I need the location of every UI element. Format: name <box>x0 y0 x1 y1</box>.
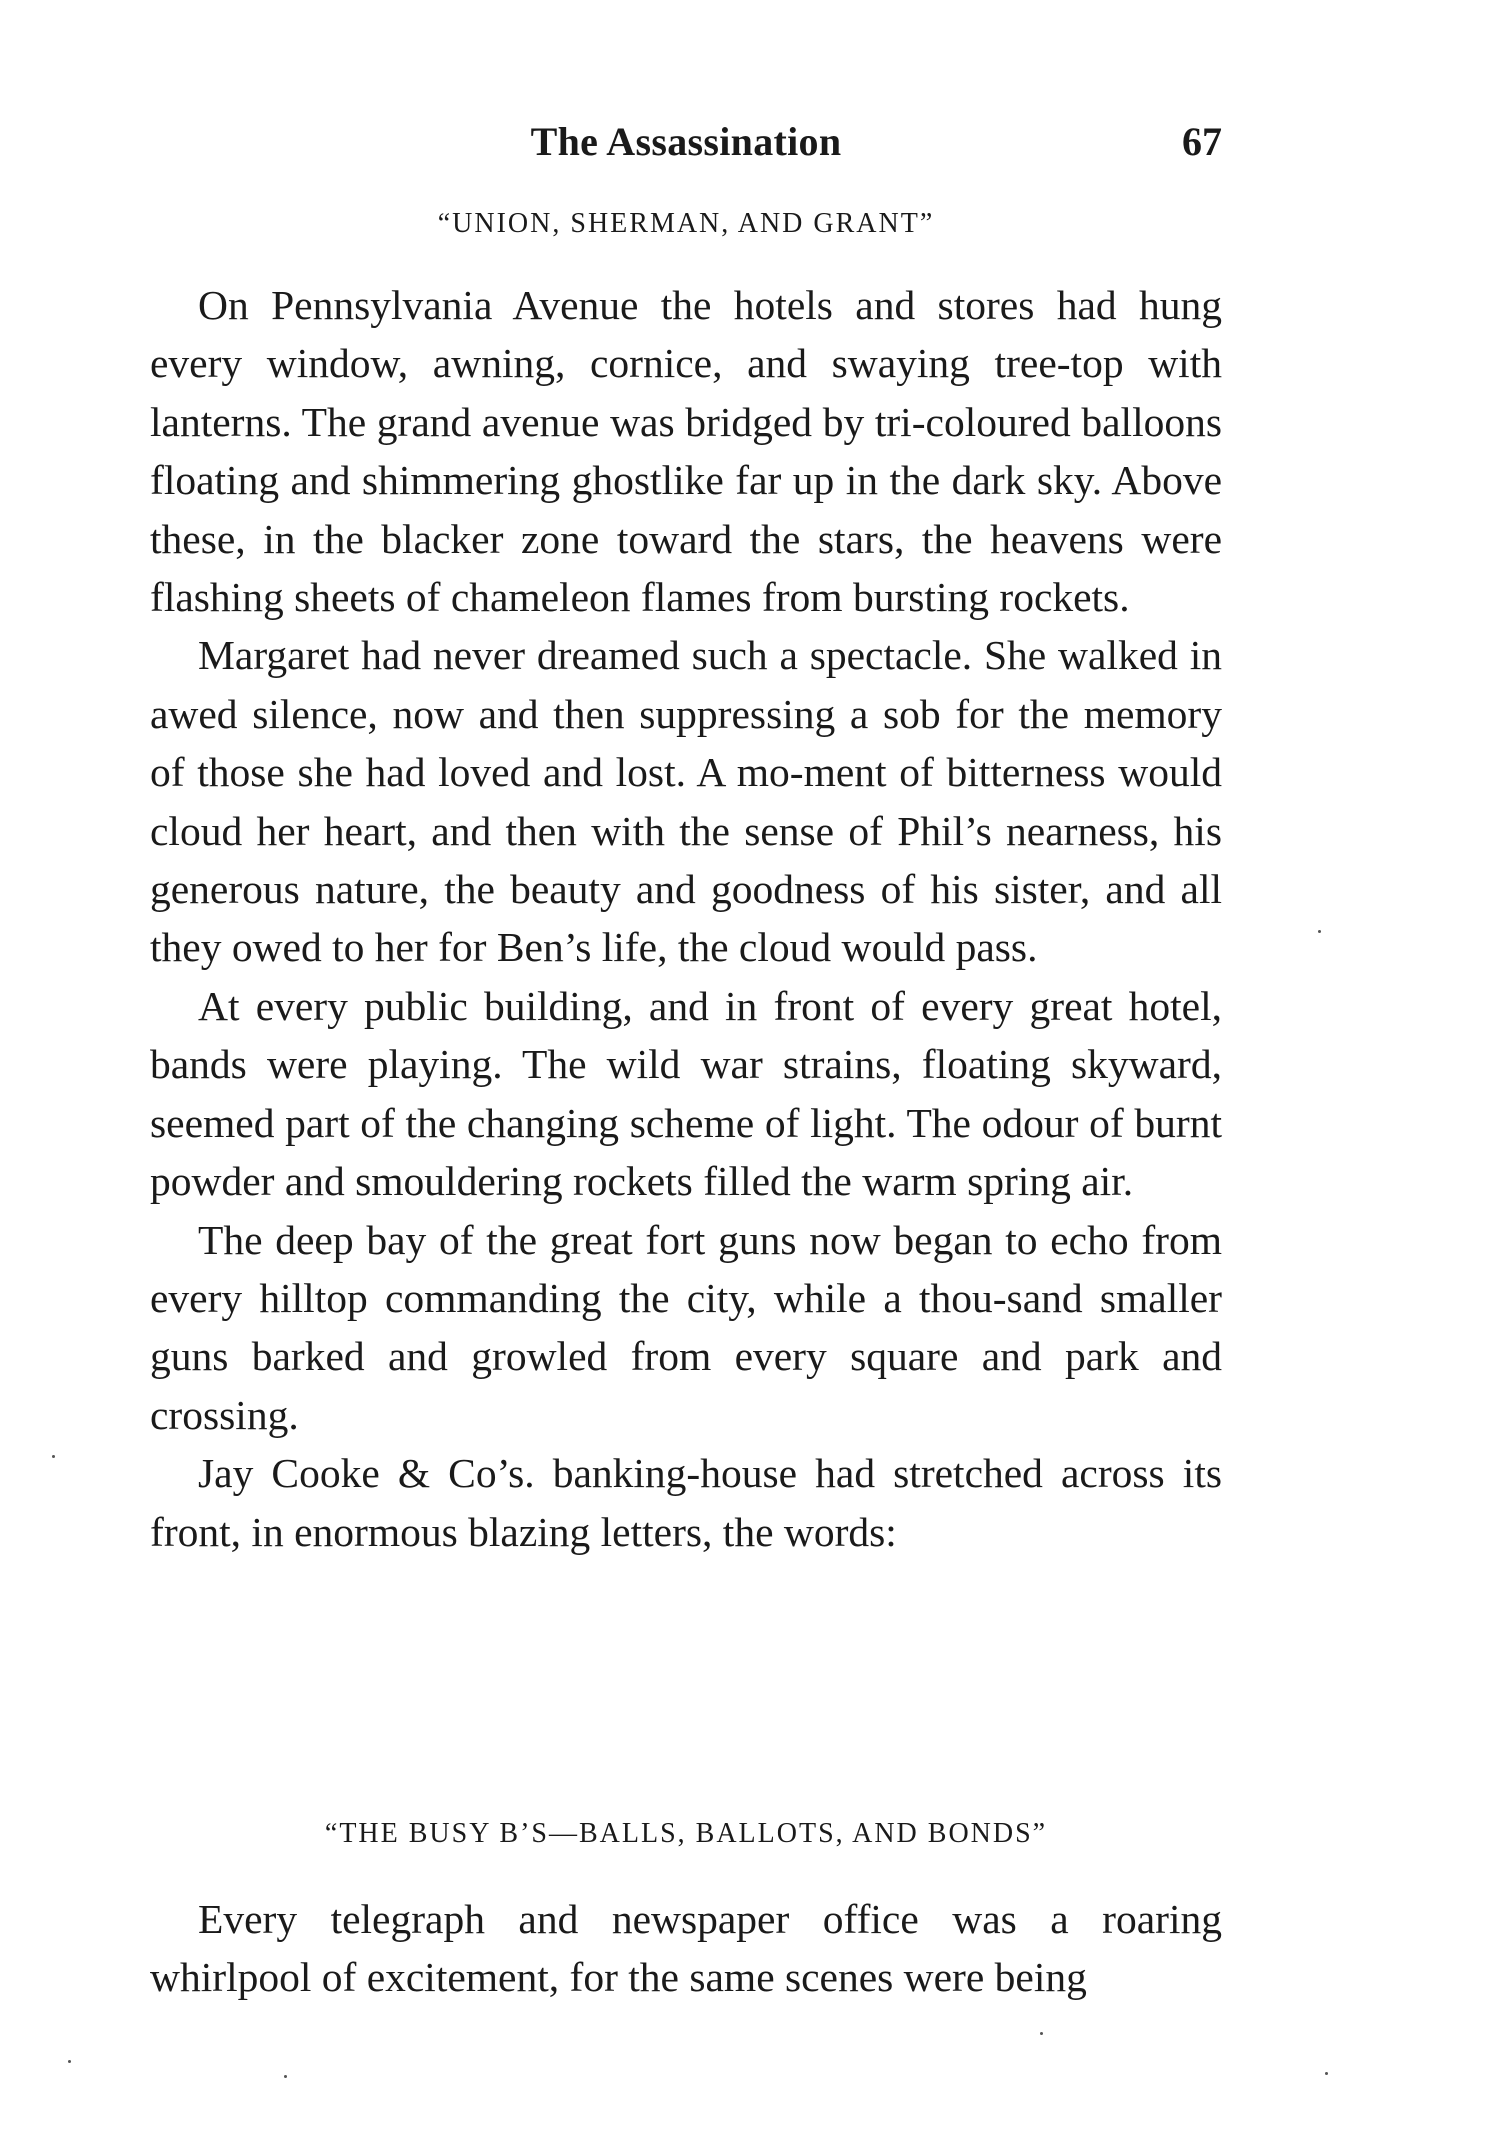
paper-speck <box>1040 2032 1043 2035</box>
slogan-union-sherman-grant: “UNION, SHERMAN, AND GRANT” <box>437 208 935 239</box>
paragraph-public-buildings: At every public building, and in front of every great hotel, bands were playing. The wild war strains, floating skyward, seemed part of the changing scheme of light. The odour of burnt powder and smouldering rockets filled the warm spring air. <box>150 982 1222 1205</box>
paper-speck <box>52 1455 55 1458</box>
running-head <box>150 118 1222 178</box>
text-block-lower <box>150 1890 1222 2007</box>
paper-speck <box>284 2075 287 2078</box>
paper-speck <box>1318 930 1321 933</box>
page-number: 67 <box>1182 119 1222 164</box>
paragraph-fort-guns: The deep bay of the great fort guns now began to echo from every hilltop commanding the city, while a thou-sand smaller guns barked and growled from every square and park and crossing. <box>150 1216 1222 1438</box>
paper-speck <box>1325 2072 1328 2075</box>
chapter-title: The Assassination <box>530 119 842 164</box>
paragraph-pennsylvania-avenue: On Pennsylvania Avenue the hotels and stores had hung every window, awning, cornice, and swaying tree-top with lanterns. The grand avenue was bridged by tri-coloured balloons floating and shimmering ghostlike far up in the dark sky. Above these, in the blacker zone toward the stars, the heavens were flashing sheets of chameleon flames from bursting rockets. <box>150 282 1222 621</box>
slogan-busy-bs: “THE BUSY B’S—BALLS, BALLOTS, AND BONDS” <box>324 1818 1048 1849</box>
paragraph-jay-cooke: Jay Cooke & Co’s. banking-house had stretched across its front, in enormous blazing letters, the words: <box>150 1450 1222 1555</box>
text-block-upper <box>150 276 1222 1561</box>
paragraph-margaret: Margaret had never dreamed such a spectacle. She walked in awed silence, now and then suppressing a sob for the memory of those she had loved and lost. A mo-ment of bitterness would cloud her heart, and then with the sense of Phil’s nearness, his generous nature, the beauty and goodness of his sister, and all they owed to her for Ben’s life, the cloud would pass. <box>150 632 1222 971</box>
paragraph-telegraph-office: Every telegraph and newspaper office was a roaring whirlpool of excitement, for the same scenes were being <box>150 1896 1222 2001</box>
paper-speck <box>68 2060 71 2063</box>
